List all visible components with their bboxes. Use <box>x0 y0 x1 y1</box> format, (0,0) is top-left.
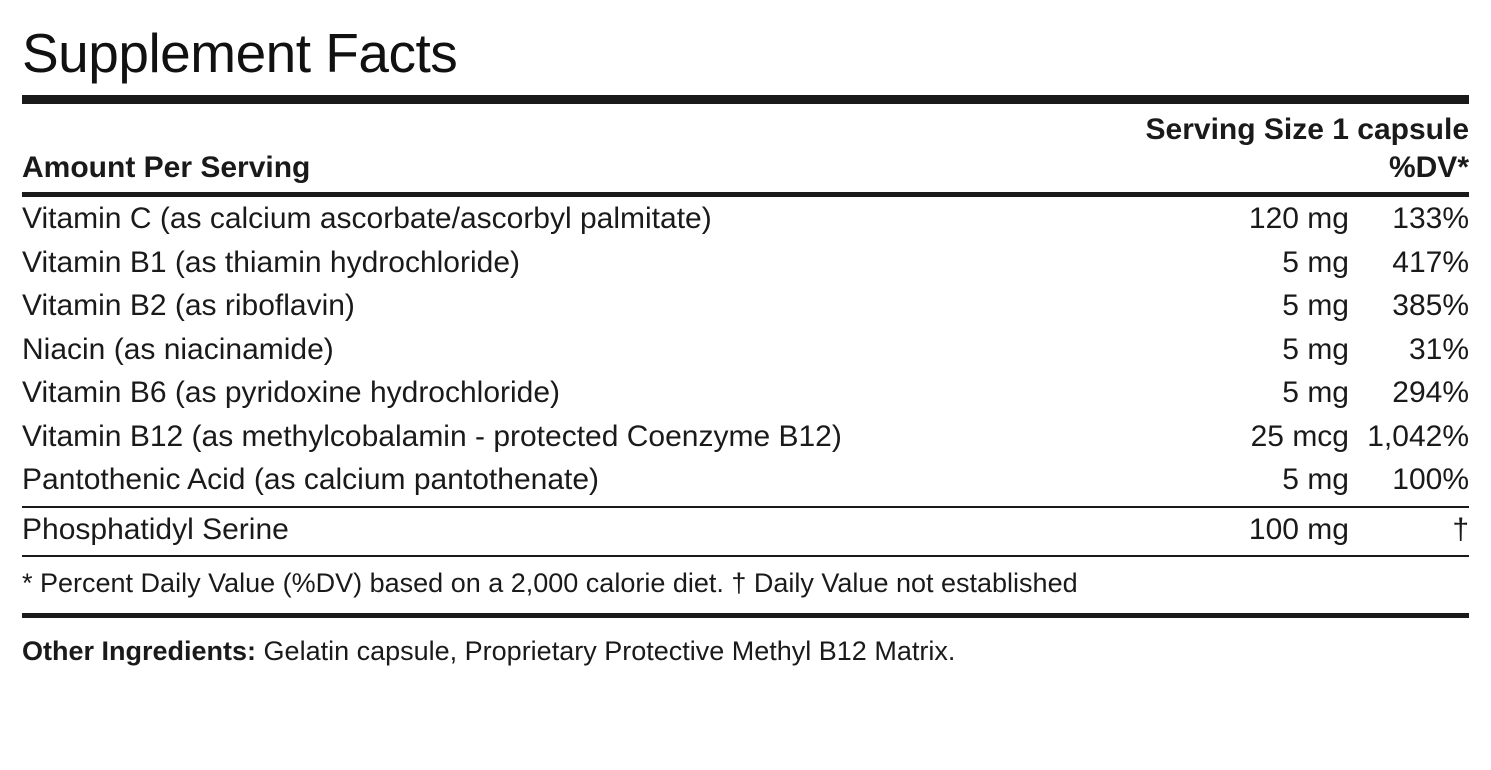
nutrient-amount: 5 mg <box>1282 463 1349 496</box>
other-ingredients <box>22 618 1469 669</box>
table-row <box>22 328 1469 372</box>
table-row <box>22 284 1469 328</box>
page-title: Supplement Facts <box>22 22 458 84</box>
other-ingredients-text: Gelatin capsule, Proprietary Protective Methyl B12 Matrix. <box>263 635 956 666</box>
nutrient-name: Phosphatidyl Serine <box>22 512 289 546</box>
nutrients-table <box>22 197 1469 506</box>
amount-per-serving-label: Amount Per Serving <box>22 151 311 184</box>
nutrient-dv: 417% <box>1392 245 1469 279</box>
nutrient-amount: 120 mg <box>1248 202 1349 235</box>
table-row <box>22 508 1469 556</box>
serving-size: Serving Size 1 capsule <box>1145 113 1469 146</box>
nutrient-dv: 1,042% <box>1367 419 1469 453</box>
daily-value-label: %DV* <box>1388 151 1469 184</box>
daily-value-footnote: * Percent Daily Value (%DV) based on a 2,000 calorie diet. † Daily Value not established <box>22 568 1078 598</box>
nutrient-amount: 5 mg <box>1282 289 1349 322</box>
nutrient-amount: 25 mcg <box>1250 419 1349 453</box>
other-nutrients-table-body <box>22 508 1469 556</box>
nutrient-dv: 100% <box>1392 463 1469 496</box>
nutrient-name: Niacin (as niacinamide) <box>22 332 334 366</box>
table-row <box>22 371 1469 415</box>
divider-title <box>22 95 1469 104</box>
nutrient-dv: † <box>1452 512 1469 546</box>
nutrient-dv: 294% <box>1392 376 1469 409</box>
nutrients-table-body <box>22 197 1469 506</box>
nutrient-name: Vitamin B1 (as thiamin hydrochloride) <box>22 245 521 279</box>
nutrient-dv: 133% <box>1392 202 1469 235</box>
other-nutrients-table <box>22 508 1469 556</box>
table-row <box>22 197 1469 241</box>
nutrient-amount: 100 mg <box>1248 512 1349 546</box>
nutrient-amount: 5 mg <box>1282 245 1349 279</box>
amount-per-serving-header <box>22 150 1469 192</box>
nutrient-name: Vitamin B12 (as methylcobalamin - protected Coenzyme B12) <box>22 419 842 453</box>
table-row <box>22 241 1469 285</box>
table-row <box>22 415 1469 459</box>
nutrient-name: Pantothenic Acid (as calcium pantothenate) <box>22 463 600 496</box>
nutrient-amount: 5 mg <box>1282 376 1349 409</box>
table-row <box>22 458 1469 506</box>
nutrient-name: Vitamin B6 (as pyridoxine hydrochloride) <box>22 376 561 409</box>
nutrient-dv: 385% <box>1392 289 1469 322</box>
nutrient-name: Vitamin C (as calcium ascorbate/ascorbyl palmitate) <box>22 202 712 235</box>
nutrient-dv: 31% <box>1408 332 1469 366</box>
other-ingredients-label: Other Ingredients: <box>22 635 257 666</box>
nutrient-name: Vitamin B2 (as riboflavin) <box>22 289 355 322</box>
nutrient-amount: 5 mg <box>1282 332 1349 366</box>
